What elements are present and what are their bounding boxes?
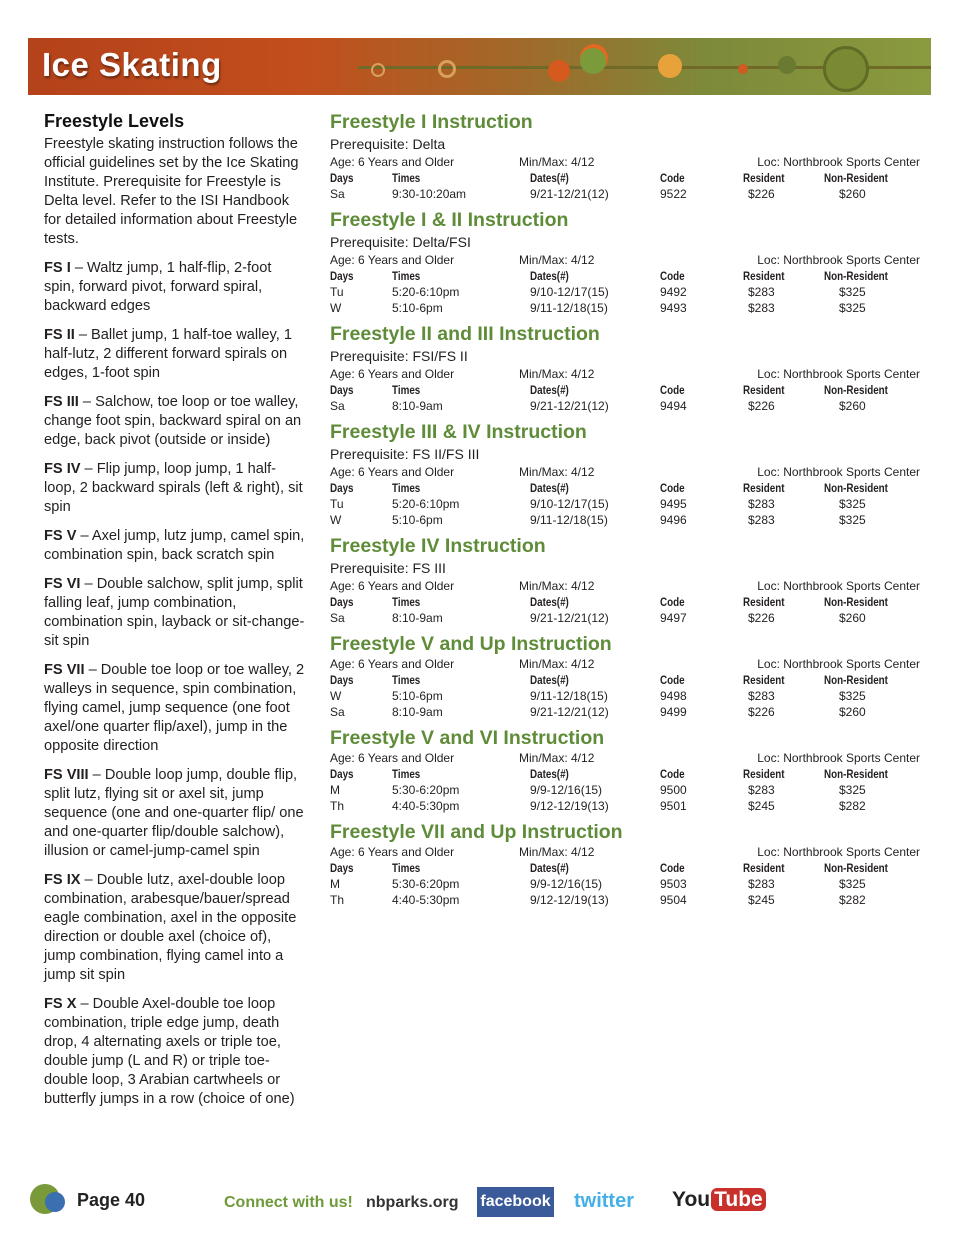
course-location: Loc: Northbrook Sports Center [757,579,920,593]
schedule-row [330,284,920,300]
schedule-row [330,300,920,316]
level-label: FS VIII [44,767,89,783]
facebook-link[interactable]: facebook [477,1187,554,1217]
course-minmax: Min/Max: 4/12 [519,253,595,267]
schedule-dates: 9/12-12/19(13) [530,893,609,907]
course-info-row [330,578,920,594]
course-prerequisite: Prerequisite: FS III [330,560,446,576]
schedule-day: Sa [330,399,345,413]
footer [0,1180,960,1220]
schedule-time: 5:10-6pm [392,689,443,703]
level-label: FS I [44,260,71,276]
course-info-row [330,252,920,268]
header-nonresident: Non-Resident [824,269,888,283]
level-item [44,259,306,316]
header-resident: Resident [743,767,785,781]
courses-column [330,110,920,914]
header-days: Days [330,595,354,609]
course-minmax: Min/Max: 4/12 [519,367,595,381]
course-minmax: Min/Max: 4/12 [519,155,595,169]
header-dates: Dates(#) [530,269,569,283]
level-description: – Double lutz, axel-double loop combination, arabesque/bauer/spread eagle combination, axel in the opposite direction or double axel (choice of), jump combination, flying camel into a jump sit spin [44,872,297,983]
course-location: Loc: Northbrook Sports Center [757,465,920,479]
header-nonresident: Non-Resident [824,595,888,609]
level-label: FS VII [44,662,85,678]
schedule-code: 9492 [660,285,687,299]
banner-decoration [438,60,456,78]
banner-decoration [548,60,570,82]
schedule-header-row [330,170,920,186]
header-nonresident: Non-Resident [824,767,888,781]
schedule-time: 8:10-9am [392,399,443,413]
level-description: – Double Axel-double toe loop combination, triple edge jump, death drop, 4 alternating axels or triple toe, double jump (L and R) or triple toe-double loop, 3 Arabian cartwheels or butterfly jumps in a row (choice of one) [44,996,295,1107]
schedule-row [330,892,920,908]
header-days: Days [330,269,354,283]
connect-label: Connect with us! [224,1194,353,1211]
schedule-time: 5:10-6pm [392,513,443,527]
twitter-link[interactable]: twitter [574,1190,634,1212]
level-item [44,995,306,1109]
header-times: Times [392,171,421,185]
level-description: – Ballet jump, 1 half-toe walley, 1 half-lutz, 2 different forward spirals on edges, 1-foot spin [44,327,292,381]
schedule-nonresident-fee: $325 [839,285,866,299]
schedule-nonresident-fee: $260 [839,611,866,625]
banner-decoration [371,63,385,77]
schedule-dates: 9/10-12/17(15) [530,285,609,299]
section-heading: Freestyle Levels [44,111,185,131]
course-age: Age: 6 Years and Older [330,253,455,267]
course-location: Loc: Northbrook Sports Center [757,367,920,381]
course-block [330,110,920,202]
schedule-header-row [330,480,920,496]
schedule-day: W [330,689,342,703]
youtube-you: You [672,1188,711,1211]
course-block [330,208,920,316]
levels-list [44,259,306,1109]
schedule-dates: 9/10-12/17(15) [530,497,609,511]
schedule-day: Tu [330,285,344,299]
header-dates: Dates(#) [530,383,569,397]
schedule-row [330,398,920,414]
level-label: FS III [44,394,79,410]
header-days: Days [330,171,354,185]
schedule-day: W [330,513,342,527]
header-resident: Resident [743,673,785,687]
level-description: – Flip jump, loop jump, 1 half-loop, 2 backward spirals (left & right), sit spin [44,461,303,515]
course-minmax: Min/Max: 4/12 [519,465,595,479]
page-number: Page 40 [77,1190,146,1210]
freestyle-levels-column [44,112,306,1119]
header-days: Days [330,767,354,781]
schedule-time: 4:40-5:30pm [392,799,460,813]
schedule-resident-fee: $245 [748,893,775,907]
course-age: Age: 6 Years and Older [330,367,455,381]
schedule-nonresident-fee: $325 [839,301,866,315]
level-item [44,766,306,861]
schedule-resident-fee: $283 [748,497,775,511]
intro-paragraph: Freestyle skating instruction follows the official guidelines set by the Ice Skating Institute. Prerequisite for Freestyle is Delta level. Refer to the ISI Handbook for detailed information about Freestyle tests. [44,136,299,247]
schedule-day: Sa [330,187,345,201]
header-dates: Dates(#) [530,171,569,185]
schedule-time: 5:30-6:20pm [392,877,460,891]
schedule-dates: 9/9-12/16(15) [530,877,603,891]
schedule-resident-fee: $245 [748,799,775,813]
page-title: Ice Skating [42,46,222,83]
schedule-nonresident-fee: $325 [839,689,866,703]
header-times: Times [392,383,421,397]
schedule-code: 9501 [660,799,687,813]
header-days: Days [330,383,354,397]
course-info-row [330,750,920,766]
schedule-nonresident-fee: $260 [839,399,866,413]
schedule-nonresident-fee: $282 [839,893,866,907]
level-item [44,326,306,383]
schedule-header-row [330,860,920,876]
header-times: Times [392,595,421,609]
header-code: Code [660,269,685,283]
schedule-time: 5:10-6pm [392,301,443,315]
schedule-code: 9498 [660,689,687,703]
schedule-day: M [330,877,340,891]
level-label: FS VI [44,576,81,592]
parks-logo-icon [45,1192,65,1212]
schedule-resident-fee: $226 [748,611,775,625]
schedule-code: 9504 [660,893,687,907]
header-nonresident: Non-Resident [824,673,888,687]
banner-decoration [823,46,869,92]
course-title: Freestyle II and III Instruction [330,323,600,345]
schedule-code: 9494 [660,399,687,413]
schedule-header-row [330,594,920,610]
course-prerequisite: Prerequisite: FS II/FS III [330,446,480,462]
course-location: Loc: Northbrook Sports Center [757,751,920,765]
course-title: Freestyle I & II Instruction [330,209,569,231]
header-dates: Dates(#) [530,673,569,687]
schedule-dates: 9/11-12/18(15) [530,689,608,703]
level-description: – Double salchow, split jump, split falling leaf, jump combination, combination spin, layback or sit-change-sit spin [44,576,305,649]
level-label: FS V [44,528,77,544]
schedule-code: 9493 [660,301,687,315]
header-code: Code [660,383,685,397]
schedule-row [330,876,920,892]
header-nonresident: Non-Resident [824,481,888,495]
schedule-dates: 9/21-12/21(12) [530,611,609,625]
course-title: Freestyle V and VI Instruction [330,727,605,749]
schedule-header-row [330,268,920,284]
schedule-code: 9495 [660,497,687,511]
level-label: FS II [44,327,75,343]
banner-decoration [658,54,682,78]
header-nonresident: Non-Resident [824,383,888,397]
course-minmax: Min/Max: 4/12 [519,579,595,593]
course-prerequisite: Prerequisite: Delta [330,136,446,152]
schedule-dates: 9/9-12/16(15) [530,783,603,797]
course-block [330,726,920,814]
level-item [44,460,306,517]
schedule-header-row [330,672,920,688]
schedule-time: 4:40-5:30pm [392,893,460,907]
level-item [44,575,306,651]
course-age: Age: 6 Years and Older [330,579,455,593]
course-title: Freestyle V and Up Instruction [330,633,612,655]
schedule-row [330,688,920,704]
course-info-row [330,154,920,170]
level-item [44,661,306,756]
header-days: Days [330,481,354,495]
course-title: Freestyle VII and Up Instruction [330,821,623,843]
schedule-resident-fee: $283 [748,513,775,527]
header-times: Times [392,861,421,875]
schedule-code: 9522 [660,187,687,201]
schedule-resident-fee: $226 [748,399,775,413]
banner-decoration [580,48,606,74]
schedule-time: 5:20-6:10pm [392,285,460,299]
schedule-row [330,782,920,798]
header-dates: Dates(#) [530,861,569,875]
course-block [330,420,920,528]
schedule-resident-fee: $283 [748,301,775,315]
course-info-row [330,366,920,382]
course-info-row [330,656,920,672]
course-block [330,322,920,414]
schedule-row [330,186,920,202]
level-label: FS X [44,996,77,1012]
schedule-row [330,798,920,814]
schedule-header-row [330,766,920,782]
header-resident: Resident [743,481,785,495]
header-times: Times [392,767,421,781]
course-title: Freestyle I Instruction [330,111,533,133]
schedule-row [330,512,920,528]
header-nonresident: Non-Resident [824,861,888,875]
header-times: Times [392,481,421,495]
level-description: – Double toe loop or toe walley, 2 walleys in sequence, spin combination, flying camel, jump sequence (one foot axel/one quarter flip/axel), jump in the opposite direction [44,662,305,754]
schedule-resident-fee: $283 [748,877,775,891]
schedule-resident-fee: $226 [748,187,775,201]
course-prerequisite: Prerequisite: FSI/FS II [330,348,468,364]
header-code: Code [660,171,685,185]
website-link[interactable]: nbparks.org [366,1194,459,1211]
schedule-nonresident-fee: $325 [839,513,866,527]
schedule-day: M [330,783,340,797]
schedule-resident-fee: $283 [748,285,775,299]
header-days: Days [330,673,354,687]
schedule-day: Th [330,893,345,907]
schedule-day: Sa [330,611,345,625]
level-description: – Waltz jump, 1 half-flip, 2-foot spin, forward pivot, forward spiral, backward edges [44,260,272,314]
schedule-time: 5:30-6:20pm [392,783,460,797]
level-description: – Double loop jump, double flip, split lutz, flying sit or axel sit, jump sequence (one and one-quarter flip/ one and one-quarter flip/double salchow), illusion or camel-jump-camel spin [44,767,304,859]
schedule-code: 9499 [660,705,687,719]
course-block [330,632,920,720]
level-item [44,871,306,985]
schedule-nonresident-fee: $325 [839,877,866,891]
course-title: Freestyle IV Instruction [330,535,546,557]
header-code: Code [660,595,685,609]
level-label: FS IX [44,872,81,888]
course-location: Loc: Northbrook Sports Center [757,657,920,671]
banner-decoration [778,56,796,74]
course-age: Age: 6 Years and Older [330,751,455,765]
schedule-nonresident-fee: $260 [839,187,866,201]
course-location: Loc: Northbrook Sports Center [757,253,920,267]
header-code: Code [660,861,685,875]
course-info-row [330,464,920,480]
schedule-dates: 9/11-12/18(15) [530,513,608,527]
course-minmax: Min/Max: 4/12 [519,845,595,859]
schedule-resident-fee: $226 [748,705,775,719]
schedule-day: Sa [330,705,345,719]
course-minmax: Min/Max: 4/12 [519,657,595,671]
header-dates: Dates(#) [530,767,569,781]
schedule-code: 9496 [660,513,687,527]
youtube-tube: Tube [711,1188,766,1211]
schedule-nonresident-fee: $325 [839,497,866,511]
schedule-time: 9:30-10:20am [392,187,467,201]
header-resident: Resident [743,171,785,185]
schedule-code: 9497 [660,611,687,625]
header-code: Code [660,673,685,687]
level-description: – Axel jump, lutz jump, camel spin, combination spin, back scratch spin [44,528,305,563]
header-days: Days [330,861,354,875]
header-resident: Resident [743,383,785,397]
page-banner [28,38,931,95]
schedule-code: 9500 [660,783,687,797]
schedule-resident-fee: $283 [748,689,775,703]
schedule-nonresident-fee: $260 [839,705,866,719]
course-age: Age: 6 Years and Older [330,845,455,859]
schedule-dates: 9/21-12/21(12) [530,705,609,719]
header-dates: Dates(#) [530,595,569,609]
schedule-time: 8:10-9am [392,611,443,625]
course-block [330,820,920,908]
course-block [330,534,920,626]
course-minmax: Min/Max: 4/12 [519,751,595,765]
header-resident: Resident [743,861,785,875]
schedule-resident-fee: $283 [748,783,775,797]
header-code: Code [660,767,685,781]
header-resident: Resident [743,269,785,283]
course-location: Loc: Northbrook Sports Center [757,845,920,859]
level-label: FS IV [44,461,81,477]
schedule-day: W [330,301,342,315]
schedule-code: 9503 [660,877,687,891]
schedule-nonresident-fee: $325 [839,783,866,797]
course-prerequisite: Prerequisite: Delta/FSI [330,234,471,250]
schedule-dates: 9/21-12/21(12) [530,187,609,201]
header-dates: Dates(#) [530,481,569,495]
header-resident: Resident [743,595,785,609]
course-age: Age: 6 Years and Older [330,465,455,479]
course-age: Age: 6 Years and Older [330,155,455,169]
header-code: Code [660,481,685,495]
youtube-link[interactable] [672,1188,766,1212]
course-info-row [330,844,920,860]
course-age: Age: 6 Years and Older [330,657,455,671]
header-times: Times [392,673,421,687]
header-times: Times [392,269,421,283]
course-location: Loc: Northbrook Sports Center [757,155,920,169]
level-description: – Salchow, toe loop or toe walley, change foot spin, backward spiral on an edge, back pivot (outside or inside) [44,394,302,448]
course-title: Freestyle III & IV Instruction [330,421,587,443]
header-nonresident: Non-Resident [824,171,888,185]
schedule-time: 5:20-6:10pm [392,497,460,511]
banner-decoration [738,64,748,74]
level-item [44,393,306,450]
schedule-row [330,704,920,720]
schedule-time: 8:10-9am [392,705,443,719]
schedule-dates: 9/12-12/19(13) [530,799,609,813]
schedule-header-row [330,382,920,398]
schedule-row [330,610,920,626]
schedule-day: Th [330,799,345,813]
level-item [44,527,306,565]
schedule-row [330,496,920,512]
schedule-day: Tu [330,497,344,511]
schedule-dates: 9/21-12/21(12) [530,399,609,413]
schedule-nonresident-fee: $282 [839,799,866,813]
schedule-dates: 9/11-12/18(15) [530,301,608,315]
